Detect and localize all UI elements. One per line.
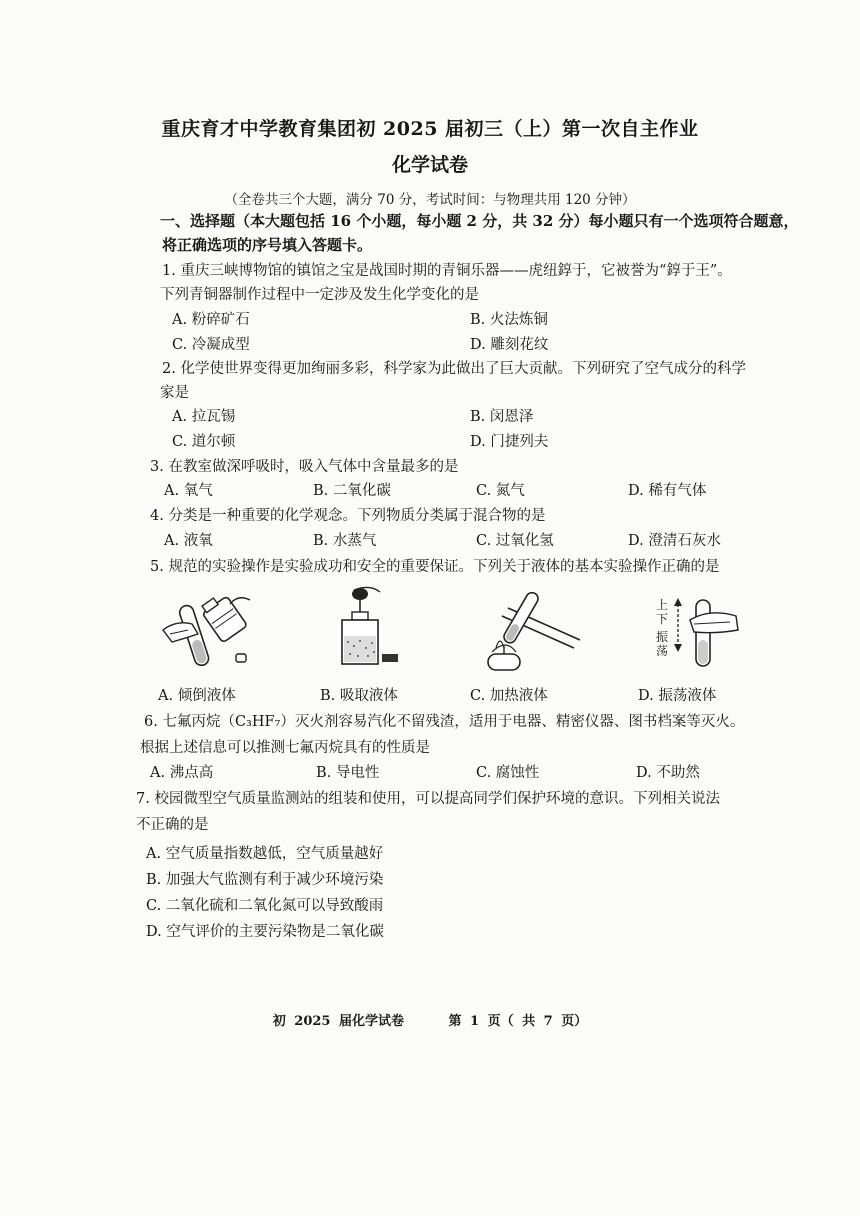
- question-6-stem-cont: 根据上述信息可以推测七氟丙烷具有的性质是: [140, 740, 430, 756]
- question-3-option-a: A. 氧气: [164, 483, 213, 499]
- section-heading-cont: 将正确选项的序号填入答题卡。: [162, 236, 373, 254]
- question-1-stem: 1. 重庆三峡博物馆的镇馆之宝是战国时期的青铜乐器——虎纽錞于，它被誉为“錞于王”。: [162, 263, 732, 279]
- question-7-option-c: C. 二氧化硫和二氧化氮可以导致酸雨: [146, 898, 384, 914]
- question-3-option-b: B. 二氧化碳: [313, 483, 391, 499]
- question-2-option-c: C. 道尔顿: [172, 434, 236, 450]
- question-4-option-b: B. 水蒸气: [313, 533, 377, 549]
- question-5-option-b: B. 吸取液体: [320, 688, 398, 704]
- question-1-option-d: D. 雕刻花纹: [470, 337, 549, 353]
- question-4-option-d: D. 澄清石灰水: [628, 533, 721, 549]
- question-2-option-a: A. 拉瓦锡: [172, 409, 236, 425]
- question-3-option-d: D. 稀有气体: [628, 483, 707, 499]
- question-1-option-b: B. 火法炼铜: [470, 312, 548, 328]
- figure-label-shake-2: 荡: [656, 644, 669, 658]
- question-5-stem: 5. 规范的实验操作是实验成功和安全的重要保证。下列关于液体的基本实验操作正确的是: [150, 559, 720, 575]
- exam-title: 重庆育才中学教育集团初 2025 届初三（上）第一次自主作业: [161, 118, 699, 140]
- question-1-option-a: A. 粉碎矿石: [172, 312, 250, 328]
- question-7-stem-cont: 不正确的是: [136, 817, 209, 833]
- question-7-option-b: B. 加强大气监测有利于减少环境污染: [146, 872, 384, 888]
- subject-title: 化学试卷: [391, 154, 468, 176]
- question-3-option-c: C. 氮气: [476, 483, 525, 499]
- question-4-stem: 4. 分类是一种重要的化学观念。下列物质分类属于混合物的是: [150, 508, 546, 524]
- question-7-stem: 7. 校园微型空气质量监测站的组装和使用，可以提高同学们保护环境的意识。下列相关说法: [136, 791, 720, 807]
- footer-exam-name: 初 2025 届化学试卷: [272, 1014, 404, 1029]
- question-2-stem-cont: 家是: [160, 385, 189, 401]
- figure-label-up: 上: [656, 598, 669, 612]
- question-6-stem: 6. 七氟丙烷（C₃HF₇）灭火剂容易汽化不留残渣，适用于电器、精密仪器、图书档案等灭火。: [144, 714, 745, 730]
- question-6-option-d: D. 不助然: [636, 765, 700, 781]
- figure-label-down: 下: [656, 612, 669, 626]
- footer-page-number: 第 1 页（ 共 7 页）: [448, 1014, 588, 1029]
- question-4-option-c: C. 过氧化氢: [476, 533, 554, 549]
- figure-heating-liquid: [482, 586, 592, 674]
- question-4-option-a: A. 液氧: [164, 533, 213, 549]
- question-1-option-c: C. 冷凝成型: [172, 337, 250, 353]
- question-7-option-d: D. 空气评价的主要污染物是二氧化碳: [146, 924, 384, 940]
- question-2-stem: 2. 化学使世界变得更加绚丽多彩，科学家为此做出了巨大贡献。下列研究了空气成分的科学: [162, 361, 746, 377]
- question-3-stem: 3. 在教室做深呼吸时，吸入气体中含量最多的是: [150, 459, 459, 475]
- question-7-option-a: A. 空气质量指数越低，空气质量越好: [146, 846, 384, 862]
- question-5-option-a: A. 倾倒液体: [158, 688, 236, 704]
- question-2-option-d: D. 门捷列夫: [470, 434, 549, 450]
- figure-label-shake-1: 振: [656, 630, 669, 644]
- section-heading: 一、选择题（本大题包括 16 个小题，每小题 2 分，共 32 分）每小题只有一个选项符合题意，: [160, 212, 799, 230]
- question-5-option-c: C. 加热液体: [470, 688, 548, 704]
- figure-dropper-bottle: [330, 586, 410, 672]
- question-6-option-a: A. 沸点高: [150, 765, 214, 781]
- question-1-stem-cont: 下列青铜器制作过程中一定涉及发生化学变化的是: [160, 287, 479, 303]
- page-footer: [0, 1010, 860, 1029]
- exam-note: （全卷共三个大题，满分 70 分，考试时间：与物理共用 120 分钟）: [224, 192, 636, 208]
- question-2-option-b: B. 闵恩泽: [470, 409, 534, 425]
- question-5-option-d: D. 振荡液体: [638, 688, 717, 704]
- figure-pouring-liquid: [158, 590, 268, 672]
- question-6-option-b: B. 导电性: [316, 765, 380, 781]
- question-6-option-c: C. 腐蚀性: [476, 765, 540, 781]
